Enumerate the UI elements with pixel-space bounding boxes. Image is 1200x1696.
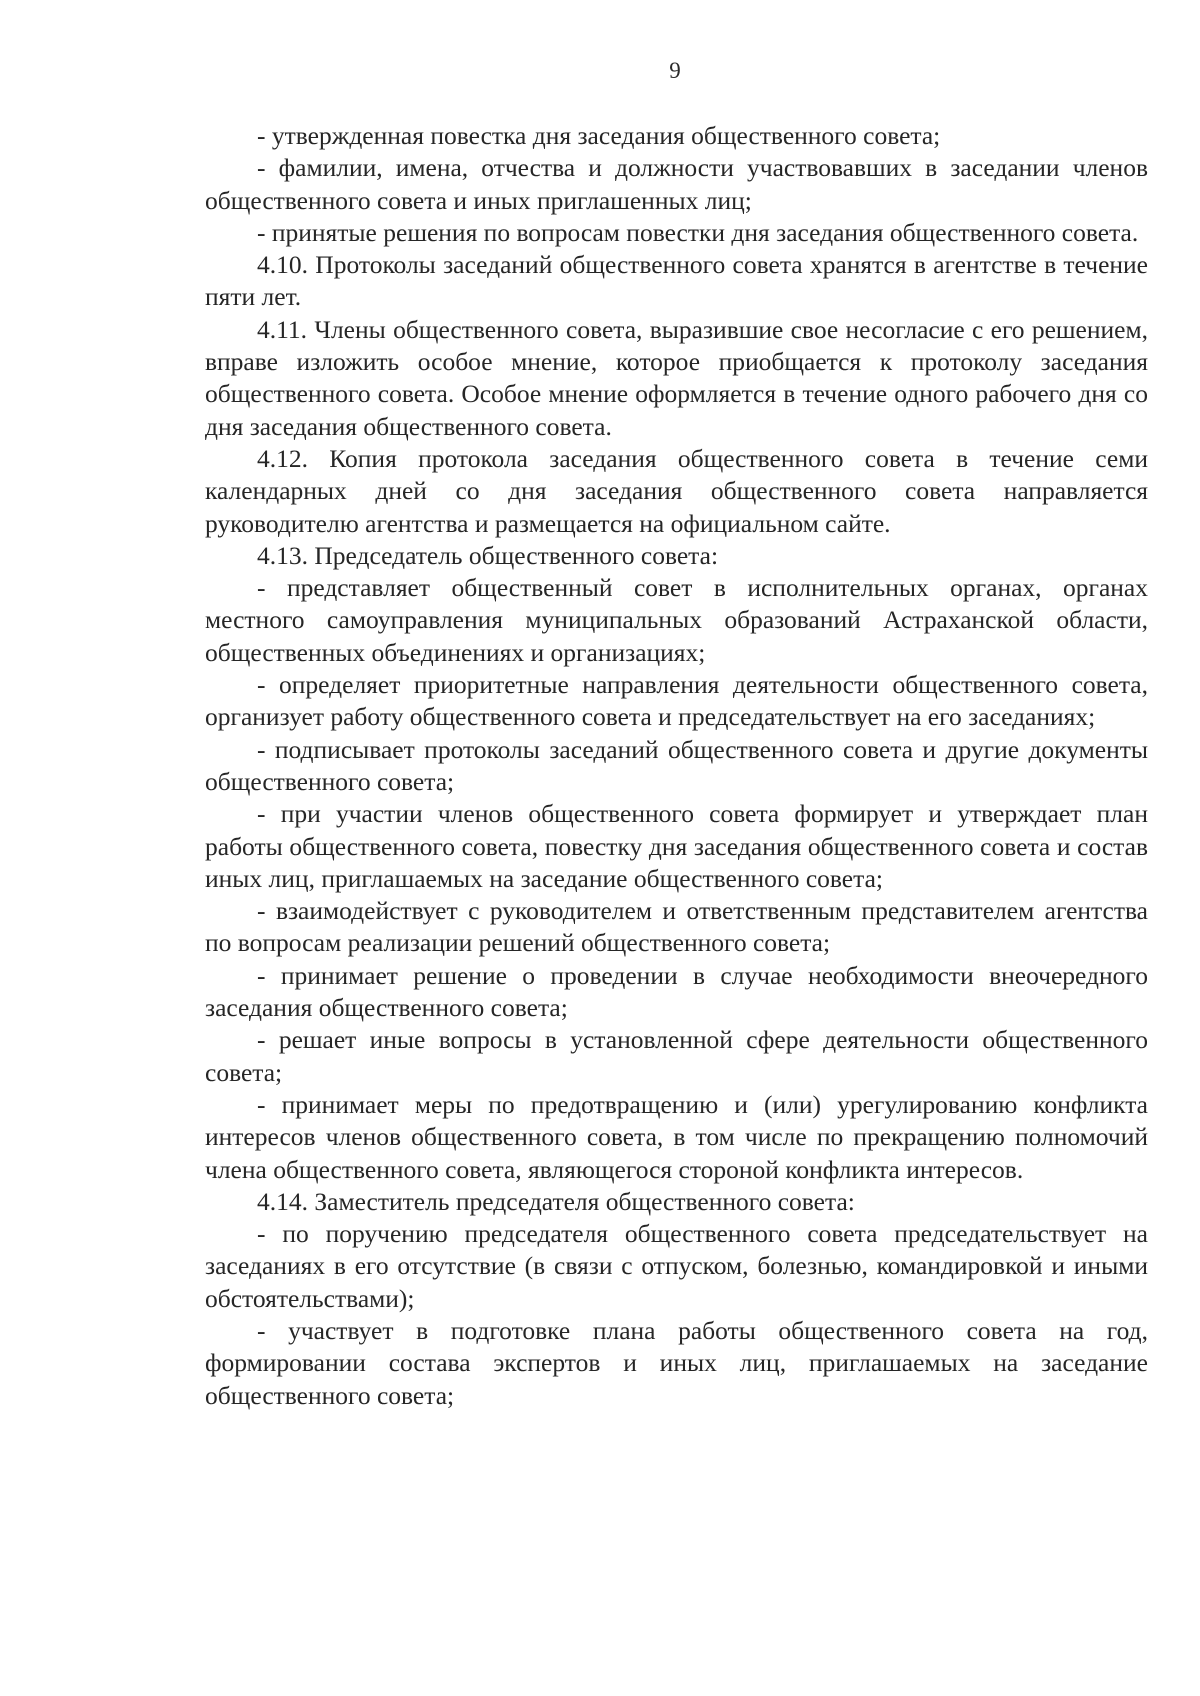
document-body	[205, 120, 1148, 1412]
paragraph: - принимает меры по предотвращению и (или) урегулированию конфликта интересов членов общественного совета, в том числе по прекращению полномочий члена общественного совета, являющегося стороной конфликта интересов.	[205, 1089, 1148, 1184]
paragraph: - по поручению председателя общественного совета председательствует на заседаниях в его отсутствие (в связи с отпуском, болезнью, командировкой и иными обстоятельствами);	[205, 1219, 1148, 1313]
paragraph: - фамилии, имена, отчества и должности участвовавших в заседании членов общественного совета и иных приглашенных лиц;	[205, 153, 1148, 215]
paragraph: - принимает решение о проведении в случае необходимости внеочередного заседания общественного совета;	[205, 960, 1148, 1023]
paragraph: 4.10. Протоколы заседаний общественного совета хранятся в агентстве в течение пяти лет.	[205, 250, 1148, 312]
paragraph: - определяет приоритетные направления деятельности общественного совета, организует работу общественного совета и председательствует на его заседаниях;	[205, 670, 1148, 732]
paragraph: - представляет общественный совет в исполнительных органах, органах местного самоуправления муниципальных образований Астраханской области, общественных объединениях и организациях;	[205, 573, 1148, 667]
paragraph: - при участии членов общественного совета формирует и утверждает план работы общественного совета, повестку дня заседания общественного совета и состав иных лиц, приглашаемых на заседание общественного совета;	[205, 799, 1148, 893]
paragraph: - участвует в подготовке плана работы общественного совета на год, формировании состава экспертов и иных лиц, приглашаемых на заседание общественного совета;	[205, 1315, 1148, 1410]
paragraph: 4.12. Копия протокола заседания общественного совета в течение семи календарных дней со дня заседания общественного совета направляется руководителю агентства и размещается на официальном сайте.	[205, 443, 1148, 538]
paragraph: - принятые решения по вопросам повестки дня заседания общественного совета.	[257, 217, 1139, 247]
paragraph: - взаимодействует с руководителем и ответственным представителем агентства по вопросам реализации решений общественного совета;	[205, 896, 1148, 958]
paragraph: 4.11. Члены общественного совета, выразившие свое несогласие с его решением, вправе изложить особое мнение, которое приобщается к протоколу заседания общественного совета. Особое мнение оформляется в течение одного рабочего дня со дня заседания общественного совета.	[205, 314, 1148, 441]
page-number: 9	[669, 58, 681, 83]
paragraph: 4.14. Заместитель председателя общественного совета:	[257, 1186, 855, 1216]
paragraph: - решает иные вопросы в установленной сфере деятельности общественного совета;	[205, 1025, 1148, 1087]
paragraph: - утвержденная повестка дня заседания общественного совета;	[257, 121, 941, 150]
paragraph: 4.13. Председатель общественного совета:	[257, 540, 719, 570]
paragraph: - подписывает протоколы заседаний общественного совета и другие документы общественного совета;	[205, 734, 1148, 796]
